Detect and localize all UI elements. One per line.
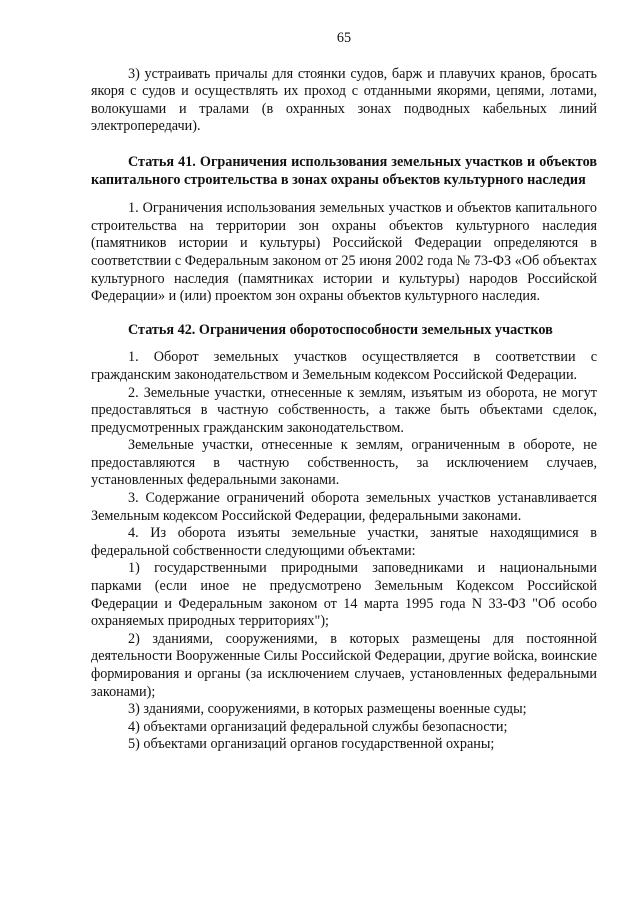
article-42-paragraph-3: 3. Содержание ограничений оборота земельных участков устанавливается Земельным кодексом Российской Федерации, федеральными законами. — [91, 490, 597, 524]
article-42-list-item-5: 5) объектами организаций органов государственной охраны; — [128, 736, 495, 753]
article-42-list-item-2: 2) зданиями, сооружениями, в которых размещены для постоянной деятельности Вооруженные Силы Российской Федерации, другие войска, воинские формирования и органы (за исключением случаев, установленных федеральными законами); — [91, 630, 597, 700]
article-42-list-item-1: 1) государственными природными заповедниками и национальными парками (если иное не предусмотрено Земельным Кодексом Российской Федерации и Федеральным законом от 14 марта 1995 года N 33-ФЗ "Об особо охраняемых природных территориях"); — [91, 560, 597, 630]
article-41-paragraph-1: 1. Ограничения использования земельных участков и объектов капитального строительства на территории зон охраны объектов культурного наследия (памятников истории и культуры) Российской Федерации определяются в соответствии с Федеральным законом от 25 июня 2002 года № 73-ФЗ «Об объектах культурного наследия (памятниках истории и культуры) народов Российской Федерации» и (или) проектом зон охраны объектов культурного наследия. — [91, 200, 597, 305]
document-page — [91, 30, 597, 754]
article-42-heading: Статья 42. Ограничения оборотоспособности земельных участков — [128, 321, 553, 338]
article-42-paragraph-4: 4. Из оборота изъяты земельные участки, занятые находящимися в федеральной собственности следующими объектами: — [91, 525, 597, 559]
article-41-heading: Статья 41. Ограничения использования земельных участков и объектов капитального строительства в зонах охраны объектов культурного наследия — [91, 153, 597, 188]
article-42-paragraph-1: 1. Оборот земельных участков осуществляется в соответствии с гражданским законодательством и Земельным кодексом Российской Федерации. — [91, 349, 597, 383]
article-42-list-item-3: 3) зданиями, сооружениями, в которых размещены военные суды; — [128, 701, 527, 718]
article-42-paragraph-2-cont: Земельные участки, отнесенные к землям, ограниченным в обороте, не предоставляются в частную собственность, за исключением случаев, установленных федеральными законами. — [91, 437, 597, 489]
page-number: 65 — [336, 30, 352, 46]
article-42-paragraph-2: 2. Земельные участки, отнесенные к землям, изъятым из оборота, не могут предоставляться в частную собственность, а также быть объектами сделок, предусмотренных гражданским законодательством. — [91, 384, 597, 436]
paragraph-clause-3: 3) устраивать причалы для стоянки судов, барж и плавучих кранов, бросать якоря с судов и осуществлять их проход с отданными якорями, цепями, лотами, волокушами и тралами (в охранных зонах подводных кабельных линий электропередачи). — [91, 65, 597, 135]
article-42-list-item-4: 4) объектами организаций федеральной службы безопасности; — [128, 718, 508, 735]
